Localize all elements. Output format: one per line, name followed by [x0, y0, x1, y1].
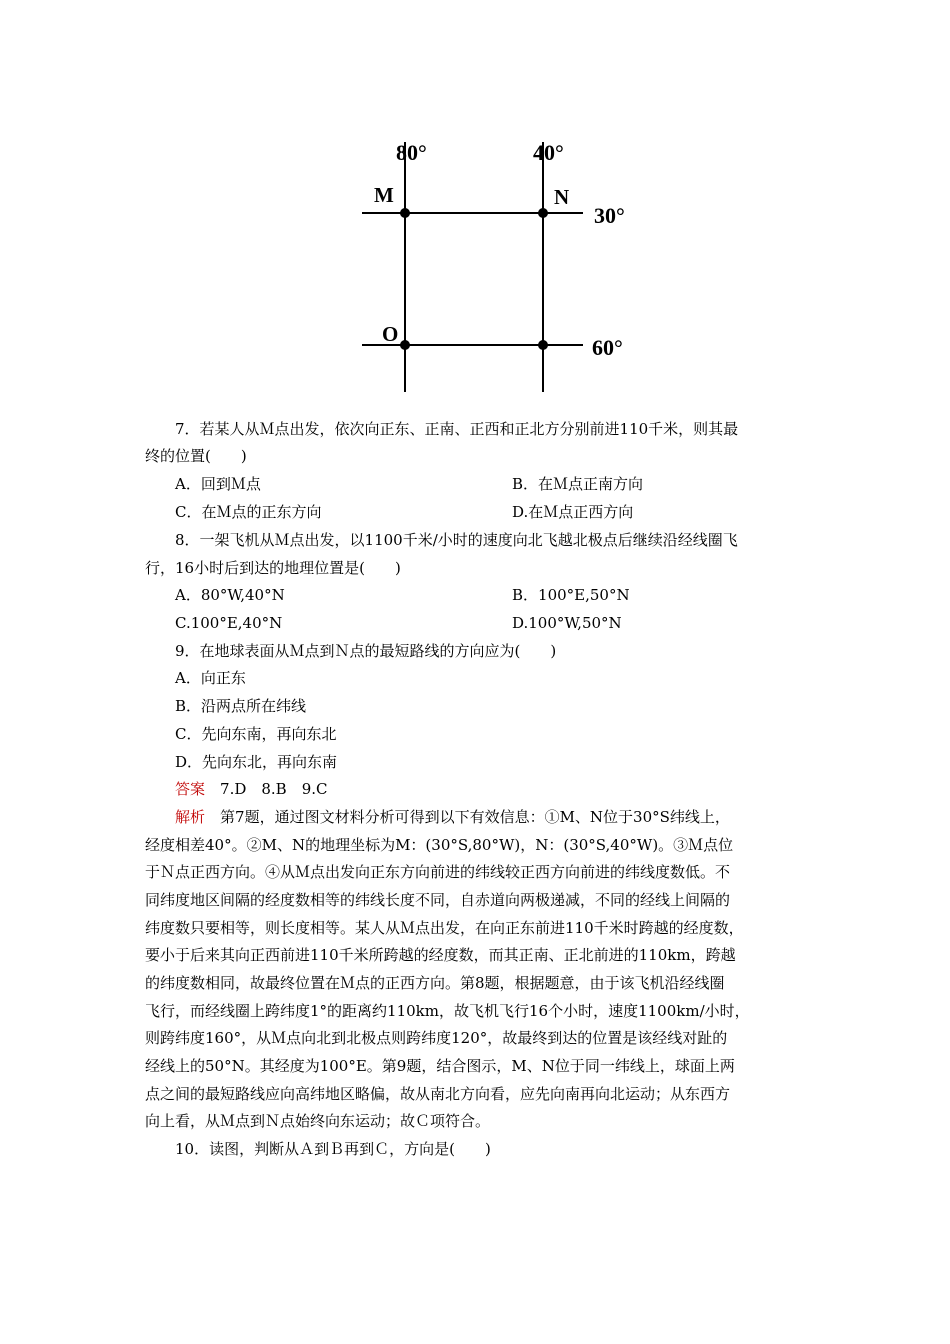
- grid-diagram: [330, 130, 630, 395]
- analysis-line-2: 经度相差40°。②M、N的地理坐标为M：(30°S,80°W)，N：(30°S,40°W)。③Ｍ点位: [145, 836, 734, 854]
- q10-stem: 10．读图，判断从Ａ到Ｂ再到Ｃ，方向是( ): [175, 1140, 491, 1158]
- q8-option-a: A．80°W,40°N: [175, 586, 285, 604]
- q8-stem-line1: 8．一架飞机从Ｍ点出发，以1100千米/小时的速度向北飞越北极点后继续沿经线圈飞: [175, 531, 738, 549]
- q7-stem-line2: 终的位置( ): [145, 447, 247, 465]
- analysis-line-8: 飞行，而经线圈上跨纬度1°的距离约110km，故飞机飞行16个小时，速度1100km/小时，: [145, 1002, 750, 1020]
- analysis-line-5: 纬度数只要相等，则长度相等。某人从Ｍ点出发，在向正东前进110千米时跨越的经度数，: [145, 919, 744, 937]
- answer-line: [175, 779, 328, 799]
- label-lat-60: 60°: [592, 335, 623, 360]
- label-point-m: M: [374, 183, 394, 207]
- point-corner-dot: [538, 340, 548, 350]
- point-m-dot: [400, 208, 410, 218]
- analysis-line-4: 同纬度地区间隔的经度数相等的纬线长度不同，自赤道向两极递减，不同的经线上间隔的: [145, 891, 731, 909]
- analysis-line-12: 向上看，从Ｍ点到Ｎ点始终向东运动；故Ｃ项符合。: [145, 1112, 491, 1130]
- answer-label: 答案: [175, 780, 206, 798]
- q7-option-d: D.在Ｍ点正西方向: [512, 503, 634, 521]
- analysis-label: 解析: [175, 808, 206, 826]
- analysis-line-9: 则跨纬度160°，从Ｍ点向北到北极点则跨纬度120°，故最终到达的位置是该经线对趾的: [145, 1029, 728, 1047]
- q8-option-b: B．100°E,50°N: [512, 586, 630, 604]
- analysis-text-1: 第7题，通过图文材料分析可得到以下有效信息：①M、N位于30°S纬线上，: [220, 808, 730, 826]
- analysis-line-6: 要小于后来其向正西前进110千米所跨越的经度数，而其正南、正北前进的110km，跨越: [145, 946, 736, 964]
- q7-option-a: A．回到Ｍ点: [175, 475, 261, 493]
- label-point-o: O: [382, 322, 399, 346]
- analysis-line-10: 经线上的50°N。其经度为100°E。第9题，结合图示，M、N位于同一纬线上，球面上两: [145, 1057, 735, 1075]
- q9-option-a: A．向正东: [175, 669, 246, 687]
- label-lon-80: 80°: [396, 140, 427, 165]
- q8-option-c: C.100°E,40°N: [175, 614, 283, 632]
- analysis-line-7: 的纬度数相同，故最终位置在Ｍ点的正西方向。第8题，根据题意，由于该飞机沿经线圈: [145, 974, 725, 992]
- analysis-line-1: [175, 807, 730, 827]
- label-point-n: N: [554, 185, 570, 209]
- point-n-dot: [538, 208, 548, 218]
- label-lat-30: 30°: [594, 203, 625, 228]
- analysis-line-3: 于Ｎ点正西方向。④从Ｍ点出发向正东方向前进的纬线较正西方向前进的纬线度数低。不: [145, 863, 731, 881]
- q7-option-b: B．在Ｍ点正南方向: [512, 475, 644, 493]
- lat-lon-grid-figure: [330, 130, 630, 395]
- q8-option-d: D.100°W,50°N: [512, 614, 622, 632]
- q9-option-d: D．先向东北，再向东南: [175, 753, 338, 771]
- q9-option-c: C．先向东南，再向东北: [175, 725, 337, 743]
- answer-text: 7.D 8.B 9.C: [220, 780, 328, 798]
- q9-stem: 9．在地球表面从Ｍ点到Ｎ点的最短路线的方向应为( ): [175, 642, 557, 660]
- q7-stem-line1: 7．若某人从Ｍ点出发，依次向正东、正南、正西和正北方分别前进110千米，则其最: [175, 420, 739, 438]
- q7-option-c: C．在Ｍ点的正东方向: [175, 503, 322, 521]
- point-o-dot: [400, 340, 410, 350]
- analysis-line-11: 点之间的最短路线应向高纬地区略偏，故从南北方向看，应先向南再向北运动；从东西方: [145, 1085, 731, 1103]
- q8-stem-line2: 行，16小时后到达的地理位置是( ): [145, 559, 401, 577]
- q9-option-b: B．沿两点所在纬线: [175, 697, 307, 715]
- label-lon-40: 40°: [533, 140, 564, 165]
